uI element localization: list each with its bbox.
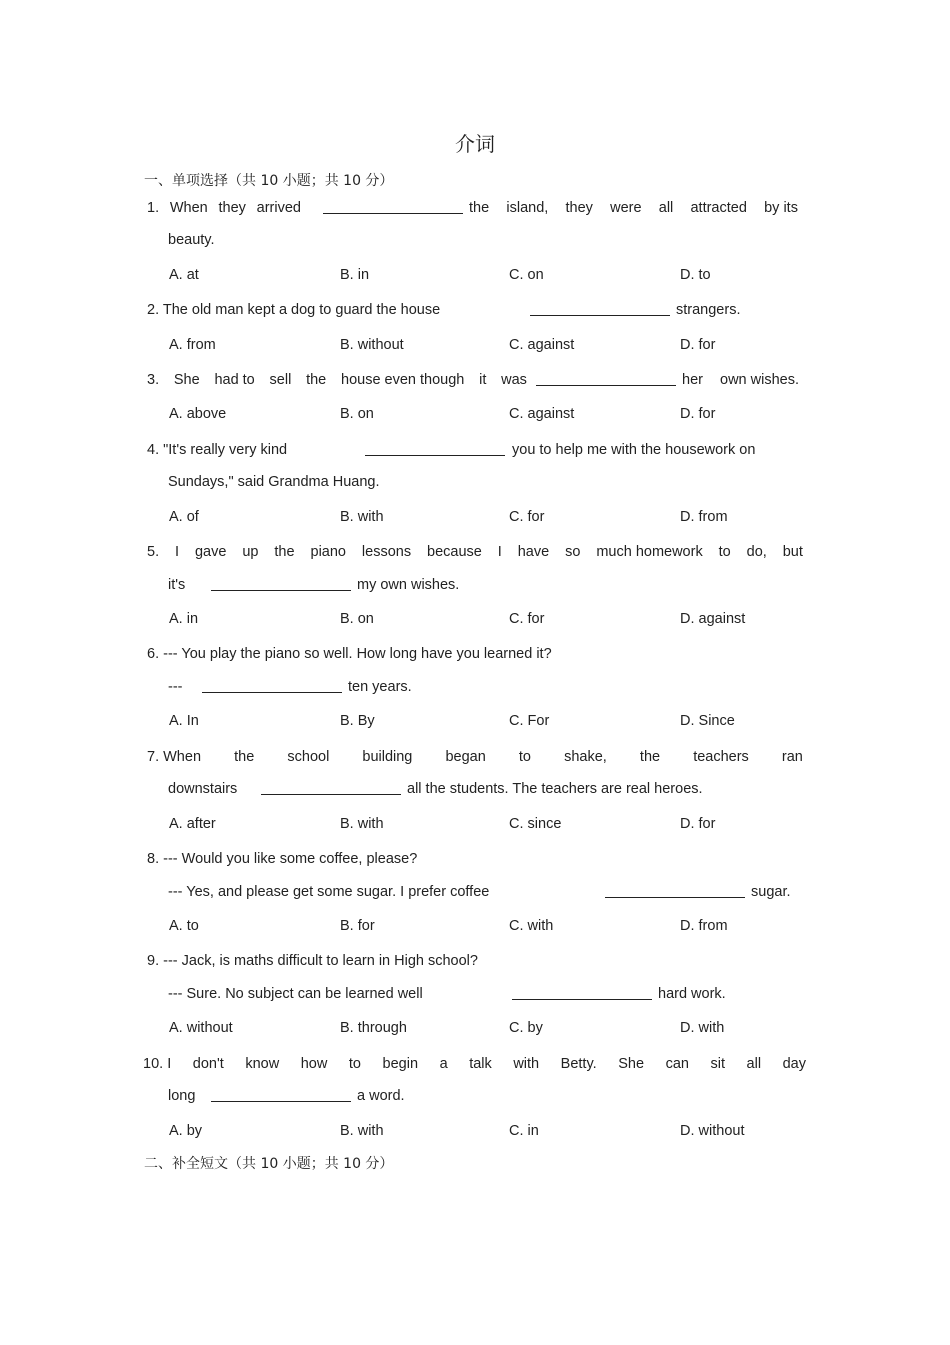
word: lessons — [361, 544, 412, 560]
option-a[interactable]: A. In — [169, 713, 199, 729]
option-b[interactable]: B. with — [340, 816, 384, 832]
q10-first — [143, 1055, 171, 1073]
question-number: 9. — [147, 953, 160, 969]
question-2-line-1 — [147, 301, 440, 319]
word: Betty. — [560, 1056, 597, 1072]
word: She — [173, 372, 200, 388]
word: her — [682, 372, 703, 388]
word: it — [479, 372, 487, 388]
option-a[interactable]: A. after — [169, 816, 216, 832]
option-a[interactable]: A. at — [169, 267, 199, 283]
answer-blank-6[interactable] — [202, 678, 342, 698]
word: begin — [382, 1056, 419, 1072]
word: up — [242, 544, 259, 560]
question-10-line-2-before: long — [168, 1088, 196, 1104]
question-number: 4. — [147, 442, 160, 458]
question-number: 7. — [147, 749, 160, 765]
option-b[interactable]: B. without — [340, 337, 404, 353]
question-text: "It's really very kind — [163, 442, 288, 458]
option-c[interactable]: C. for — [509, 611, 545, 627]
word: ran — [781, 749, 803, 765]
option-a[interactable]: A. from — [169, 337, 216, 353]
option-a[interactable]: A. to — [169, 918, 199, 934]
question-number: 2. — [147, 302, 160, 318]
question-9-line-2-before: --- Sure. No subject can be learned well — [168, 986, 423, 1002]
question-7-line-1 — [147, 748, 803, 766]
option-d[interactable]: D. with — [680, 1020, 725, 1036]
option-c[interactable]: C. against — [509, 406, 575, 422]
question-7-line-2-after: all the students. The teachers are real heroes. — [407, 781, 703, 797]
word: She — [618, 1056, 645, 1072]
section-heading-2: 二、补全短文（共 10 小题；共 10 分） — [144, 1156, 394, 1172]
question-number: 10. — [143, 1056, 164, 1072]
word: do, — [746, 544, 767, 560]
question-text: --- Would you like some coffee, please? — [163, 851, 418, 867]
word: to — [518, 749, 531, 765]
option-b[interactable]: B. on — [340, 406, 374, 422]
answer-blank-7[interactable] — [261, 780, 401, 800]
option-c[interactable]: C. against — [509, 337, 575, 353]
question-number: 6. — [147, 646, 160, 662]
option-b[interactable]: B. on — [340, 611, 374, 627]
option-c[interactable]: C. for — [509, 509, 545, 525]
question-4-line-2: Sundays," said Grandma Huang. — [168, 474, 380, 490]
question-number: 1. — [147, 200, 160, 216]
question-1-line-1b — [469, 199, 798, 217]
option-c[interactable]: C. in — [509, 1123, 539, 1139]
word: because — [427, 544, 482, 560]
section-heading-1: 一、单项选择（共 10 小题；共 10 分） — [144, 173, 394, 189]
option-c[interactable]: C. since — [509, 816, 562, 832]
question-7-line-2-before: downstairs — [168, 781, 238, 797]
question-1-line-1a — [147, 199, 307, 217]
question-text: --- Jack, is maths difficult to learn in High school? — [163, 953, 478, 969]
question-8-line-2-after: sugar. — [751, 884, 791, 900]
option-d[interactable]: D. without — [680, 1123, 745, 1139]
option-a[interactable]: A. by — [169, 1123, 203, 1139]
word: so — [565, 544, 581, 560]
word: with — [513, 1056, 540, 1072]
question-number: 8. — [147, 851, 160, 867]
word: they — [565, 200, 593, 216]
word: began — [445, 749, 486, 765]
word: all — [746, 1056, 762, 1072]
question-6-line-2-before: --- — [168, 679, 183, 695]
word: talk — [469, 1056, 492, 1072]
word: I — [167, 1056, 172, 1072]
option-d[interactable]: D. from — [680, 509, 728, 525]
word: the — [639, 749, 661, 765]
question-4-after: you to help me with the housework on — [512, 442, 756, 458]
option-d[interactable]: D. Since — [680, 713, 735, 729]
question-5-line-2-after: my own wishes. — [357, 577, 460, 593]
option-b[interactable]: B. in — [340, 267, 370, 283]
word: a — [439, 1056, 448, 1072]
word: but — [782, 544, 803, 560]
question-4-line-1 — [147, 441, 287, 459]
option-a[interactable]: A. of — [169, 509, 199, 525]
question-number: 3. — [147, 372, 160, 388]
option-a[interactable]: A. in — [169, 611, 199, 627]
word: know — [245, 1056, 280, 1072]
option-b[interactable]: B. for — [340, 918, 375, 934]
word: arrived — [256, 200, 301, 216]
word: by its — [764, 200, 798, 216]
word: I — [497, 544, 502, 560]
word: When — [169, 200, 208, 216]
word: to — [718, 544, 731, 560]
question-3-line-1a — [147, 371, 527, 389]
option-d[interactable]: D. for — [680, 337, 716, 353]
question-number: 5. — [147, 544, 160, 560]
option-b[interactable]: B. with — [340, 1123, 384, 1139]
question-8-line-2-before: --- Yes, and please get some sugar. I prefer coffee — [168, 884, 490, 900]
answer-blank-1[interactable] — [323, 199, 463, 219]
word: have — [517, 544, 550, 560]
question-text: The old man kept a dog to guard the house — [162, 302, 441, 318]
word: gave — [194, 544, 227, 560]
question-5-line-2-before: it's — [168, 577, 186, 593]
word: were — [610, 200, 642, 216]
word: When — [163, 749, 202, 765]
word: sit — [710, 1056, 725, 1072]
word: they — [218, 200, 246, 216]
question-10-line-2-after: a word. — [357, 1088, 405, 1104]
word: I — [175, 544, 180, 560]
word: teachers — [693, 749, 749, 765]
question-6-line-1 — [147, 645, 552, 663]
word: building — [362, 749, 413, 765]
word: school — [287, 749, 330, 765]
word: the — [469, 200, 490, 216]
option-c[interactable]: C. on — [509, 267, 544, 283]
option-b[interactable]: B. By — [340, 713, 375, 729]
word: was — [501, 372, 527, 388]
word: own wishes. — [720, 372, 799, 388]
question-10-line-1 — [143, 1055, 806, 1073]
answer-blank-10[interactable] — [211, 1087, 351, 1107]
option-c[interactable]: C. by — [509, 1020, 543, 1036]
answer-blank-2[interactable] — [530, 301, 670, 321]
question-5-line-1 — [147, 543, 803, 561]
question-3-line-1b — [682, 371, 799, 389]
word: house even though — [341, 372, 465, 388]
page-title: 介词 — [455, 132, 495, 156]
option-c[interactable]: C. For — [509, 713, 550, 729]
question-1-line-2: beauty. — [168, 232, 215, 248]
answer-blank-8[interactable] — [605, 883, 745, 903]
option-c[interactable]: C. with — [509, 918, 554, 934]
option-a[interactable]: A. above — [169, 406, 227, 422]
word: how — [300, 1056, 328, 1072]
option-d[interactable]: D. against — [680, 611, 746, 627]
option-b[interactable]: B. through — [340, 1020, 407, 1036]
answer-blank-4[interactable] — [365, 441, 505, 461]
option-d[interactable]: D. for — [680, 406, 716, 422]
word: attracted — [690, 200, 747, 216]
word: the — [306, 372, 327, 388]
word: island, — [506, 200, 549, 216]
word: can — [665, 1056, 689, 1072]
word: the — [274, 544, 295, 560]
word: the — [234, 749, 255, 765]
option-d[interactable]: D. for — [680, 816, 716, 832]
question-9-line-2-after: hard work. — [658, 986, 726, 1002]
word: sell — [269, 372, 292, 388]
question-text: --- You play the piano so well. How long have you learned it? — [163, 646, 552, 662]
question-9-line-1 — [147, 952, 478, 970]
option-b[interactable]: B. with — [340, 509, 384, 525]
option-d[interactable]: D. to — [680, 267, 711, 283]
word: had to — [214, 372, 255, 388]
word: all — [658, 200, 674, 216]
option-d[interactable]: D. from — [680, 918, 728, 934]
word: to — [348, 1056, 361, 1072]
question-6-line-2-after: ten years. — [348, 679, 412, 695]
answer-blank-5[interactable] — [211, 576, 351, 596]
word: shake, — [564, 749, 607, 765]
q7-first — [147, 748, 201, 766]
word: much homework — [596, 544, 703, 560]
word: don't — [192, 1056, 224, 1072]
answer-blank-9[interactable] — [512, 985, 652, 1005]
question-8-line-1 — [147, 850, 417, 868]
word: piano — [310, 544, 346, 560]
word: day — [782, 1056, 806, 1072]
question-2-after: strangers. — [676, 302, 741, 318]
option-a[interactable]: A. without — [169, 1020, 233, 1036]
answer-blank-3[interactable] — [536, 371, 676, 391]
